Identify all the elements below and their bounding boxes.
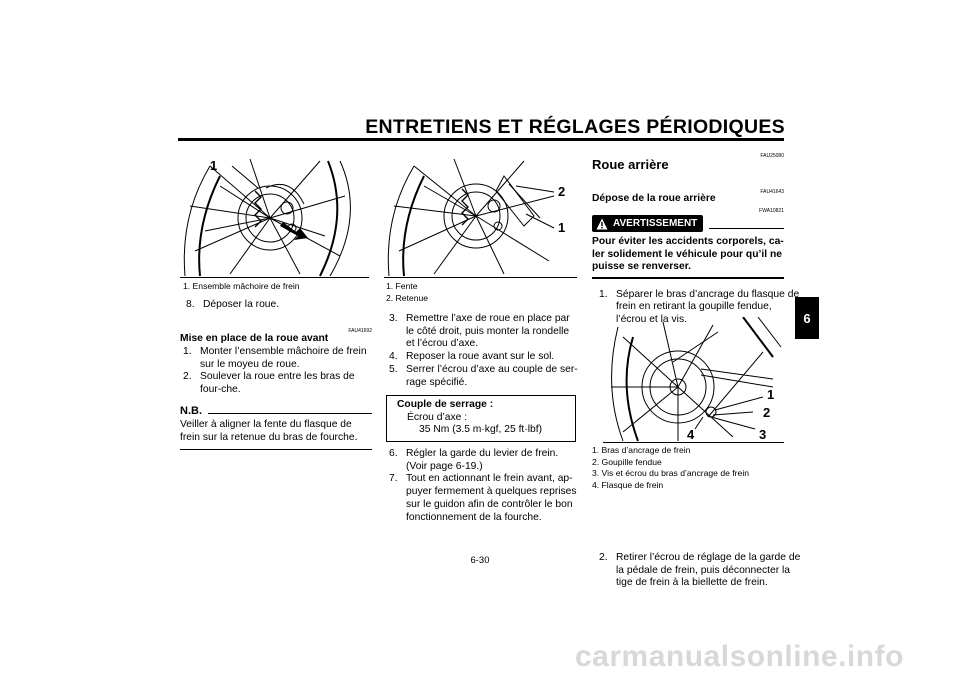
wheel-drawing-1 [180,156,369,277]
slot-retainer-illustration [384,156,577,278]
steps-list-b [386,448,578,524]
figure-captions [386,281,428,304]
warning-icon [596,218,608,230]
header-rule [178,138,784,141]
warning-label: AVERTISSEMENT [613,218,698,229]
watermark: carmanualsonline.info [575,640,904,673]
step-number: 2. [599,551,608,563]
nb-end-rule [180,449,372,450]
step-number: 1. [183,346,192,357]
nb-label: N.B. [180,405,202,417]
caption-4: 4. Flasque de frein [592,479,664,490]
reference-code: FAU41692 [348,328,372,334]
reference-code-a: FAU25080 [760,153,784,159]
page-header-title: ENTRETIENS ET RÉGLAGES PÉRIODIQUES [365,116,785,138]
step-number: 5. [389,363,398,375]
step-8 [183,299,393,312]
front-brake-assembly-illustration [180,156,369,278]
caption-1: 1. Bras d’ancrage de frein [592,445,691,455]
step-number: 6. [389,448,398,459]
subsection-title: Dépose de la roue arrière [592,193,716,204]
reference-code-b: FAU41643 [760,189,784,195]
step-number: 7. [389,473,398,485]
callout-1: 1 [767,387,775,402]
step-text: Tout en actionnant le frein avant, ap-puyer fermement à quelques reprises sur le guidon afin de contrôler le bon fonctionnement de la fourche. [406,473,577,523]
nb-rule [208,413,372,414]
torque-item: Écrou d’axe : [407,411,468,423]
caption-2: 2. Goupille fendue [592,456,662,467]
step-7 [386,473,578,524]
step-text: Remettre l’axe de roue en place par le côté droit, puis monter la rondelle et l’écrou d’axe. [406,313,570,350]
step-number: 1. [599,288,608,300]
section-title: Mise en place de la roue avant [180,333,329,344]
callout-1: 1 [558,220,566,235]
step-2 [180,371,372,396]
page-number: 6-30 [470,555,490,566]
warning-text: Pour éviter les accidents corporels, ca-ler solidement le véhicule pour qu’il ne puisse se renverser. [592,236,784,273]
steps-list [180,346,372,397]
figure-captions [592,445,749,491]
nb-text: Veiller à aligner la fente du flasque de frein sur la retenue du bras de fourche. [180,419,358,443]
step-number: 4. [389,351,398,363]
step-4 [386,351,578,364]
step-3 [386,313,578,351]
step-text: Monter l’ensemble mâchoire de frein sur le moyeu de roue. [200,346,367,370]
step-text: Soulever la roue entre les bras de four-che. [200,371,355,396]
steps-list-a [386,313,578,389]
caption-1: 1. Fente [386,281,418,291]
torque-box [386,395,576,442]
caption-2: 2. Retenue [386,292,429,303]
step-text: Séparer le bras d’ancrage du flasque de frein en retirant la goupille fendue, l’écrou et la vis. [616,288,800,326]
nb-note [180,405,372,450]
callout-1: 1 [210,158,218,173]
torque-value: 35 Nm (3.5 m·kgf, 25 ft·lbf) [419,424,543,436]
wheel-drawing-2 [384,156,577,277]
chapter-tab: 6 [795,297,819,339]
warning-end-rule [592,277,784,279]
callout-2: 2 [763,405,771,420]
step-number: 8. [186,299,195,310]
warning-rule [709,228,784,230]
section-title: Roue arrière [592,157,669,172]
warning-badge [592,215,703,232]
step-text: Serrer l’écrou d’axe au couple de ser-rage spécifié. [406,363,578,388]
rear-brake-anchor-illustration [603,317,784,443]
warning-block [592,215,784,279]
step-text: Déposer la roue. [203,299,280,310]
step-1 [180,346,372,371]
step-text: Retirer l’écrou de réglage de la garde de la pédale de frein, puis déconnecter la tige de frein à la biellette de frein. [616,551,801,589]
step-text: Régler la garde du levier de frein. (Voir page 6-19.) [406,448,559,472]
step-5 [386,364,578,389]
figure-caption: 1. Ensemble mâchoire de frein [183,281,300,291]
callout-4: 4 [687,427,695,442]
step-text: Reposer la roue avant sur le sol. [406,351,555,363]
wheel-drawing-3 [603,317,784,442]
step-6 [386,448,578,473]
callout-2: 2 [558,184,566,199]
step-number: 2. [183,371,192,383]
reference-code-c: FWA10821 [759,208,784,214]
step-number: 3. [389,313,398,324]
torque-title: Couple de serrage : [397,399,494,410]
callout-3: 3 [759,427,767,442]
caption-3: 3. Vis et écrou du bras d’ancrage de frein [592,468,750,478]
